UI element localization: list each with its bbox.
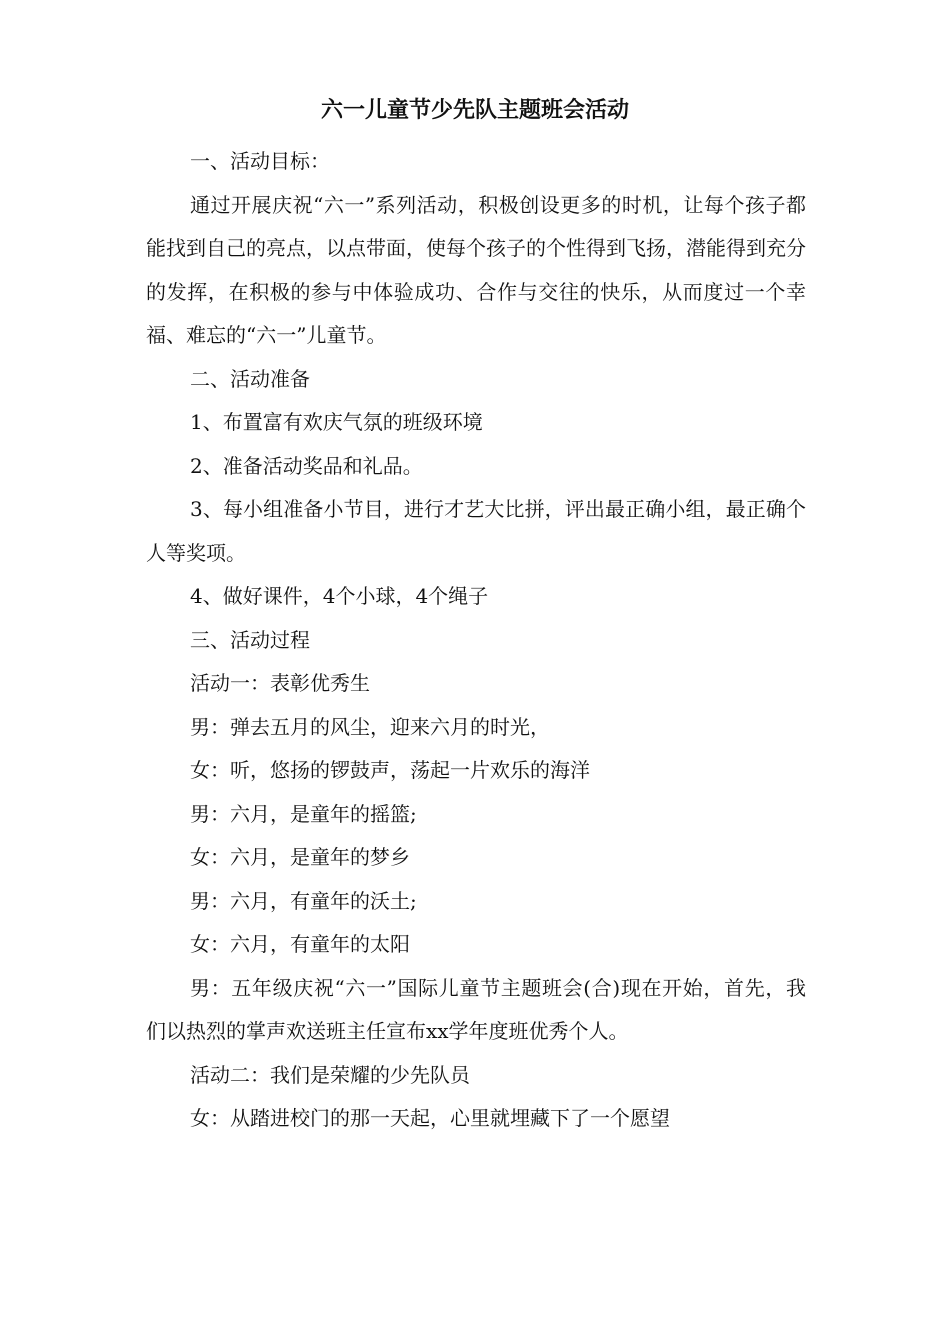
document-body [146,140,806,1141]
paragraph: 4、做好课件，4个小球，4个绳子 [190,584,489,608]
paragraph: 一、活动目标： [190,149,330,173]
paragraph: 男：五年级庆祝“六一”国际儿童节主题班会(合)现在开始，首先，我们以热烈的掌声欢送班主任宣布xx学年度班优秀个人。 [146,975,806,1043]
paragraph: 2、准备活动奖品和礼品。 [190,453,423,478]
paragraph: 女：六月，有童年的太阳 [190,932,410,956]
paragraph: 通过开展庆祝“六一”系列活动，积极创设更多的时机，让每个孩子都能找到自己的亮点，以点带面，使每个孩子的个性得到飞扬，潜能得到充分的发挥，在积极的参与中体验成功、合作与交往的快乐，从而度过一个幸福、难忘的“六一”儿童节。 [146,192,806,347]
paragraph: 活动二：我们是荣耀的少先队员 [190,1062,470,1087]
paragraph: 女：听，悠扬的锣鼓声，荡起一片欢乐的海洋 [190,758,590,782]
paragraph: 3、每小组准备小节目，进行才艺大比拼，评出最正确小组，最正确个人等奖项。 [146,497,806,565]
paragraph: 三、活动过程 [190,627,310,652]
paragraph: 女：六月，是童年的梦乡 [190,845,410,869]
paragraph: 1、布置富有欢庆气氛的班级环境 [190,410,483,434]
paragraph: 活动一：表彰优秀生 [190,671,370,695]
paragraph: 男：六月，有童年的沃土; [190,888,417,913]
paragraph: 二、活动准备 [190,366,310,391]
paragraph: 男：弹去五月的风尘，迎来六月的时光， [190,714,550,739]
paragraph: 男：六月，是童年的摇篮; [190,801,417,826]
paragraph: 女：从踏进校门的那一天起，心里就埋藏下了一个愿望 [190,1106,670,1130]
document-title: 六一儿童节少先队主题班会活动 [320,98,629,123]
